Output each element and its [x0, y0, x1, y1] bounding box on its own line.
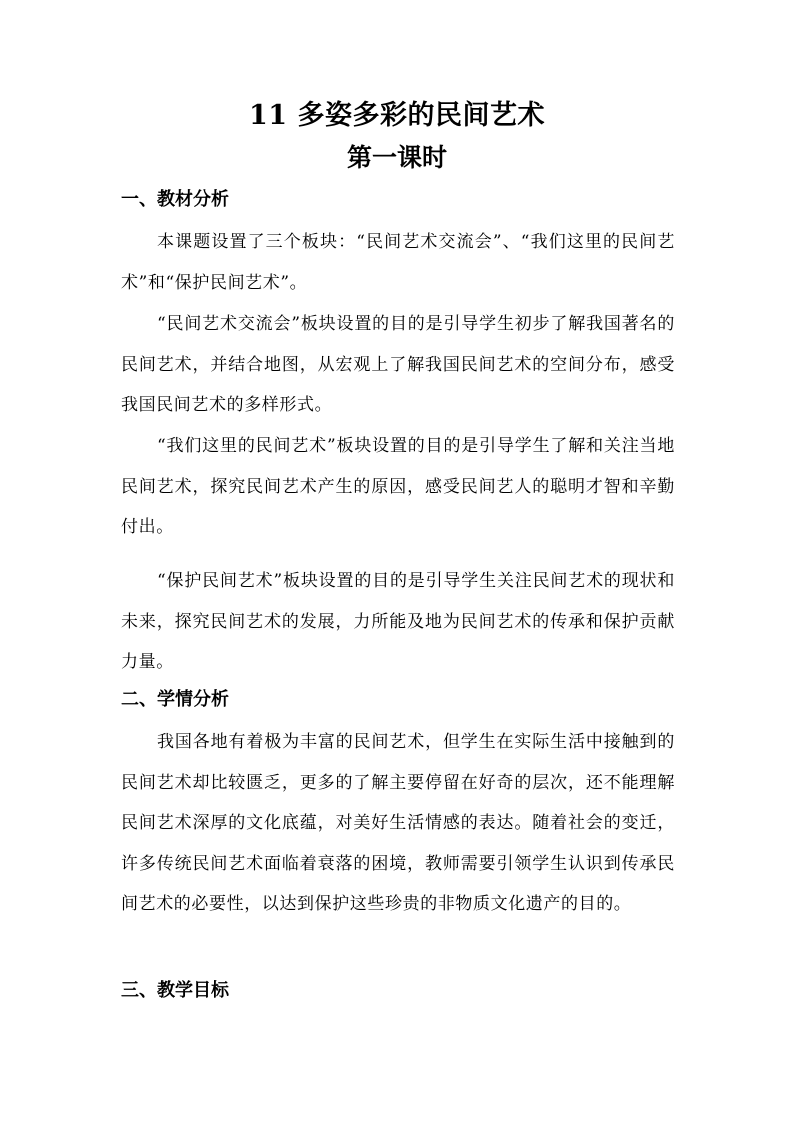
document-subtitle: 第一课时 — [346, 143, 447, 172]
section-heading-teaching-objectives: 三、教学目标 — [121, 980, 229, 1001]
paragraph: 我国各地有着极为丰富的民间艺术，但学生在实际生活中接触到的民间艺术却比较匮乏，更多的了解主要停留在好奇的层次，还不能理解民间艺术深厚的文化底蕴，对美好生活情感的表达。随着社会的变迁，许多传统民间艺术面临着衰落的困境，教师需要引领学生认识到传承民间艺术的必要性，以达到保护这些珍贵的非物质文化遗产的目的。 — [121, 732, 675, 914]
paragraph: 本课题设置了三个板块：“民间艺术交流会”、“我们这里的民间艺术”和“保护民间艺术”。 — [121, 232, 675, 293]
section-heading-learner-analysis: 二、学情分析 — [121, 689, 229, 710]
section-heading-textbook-analysis: 一、教材分析 — [121, 189, 229, 210]
paragraph: “我们这里的民间艺术”板块设置的目的是引导学生了解和关注当地民间艺术，探究民间艺术产生的原因，感受民间艺人的聪明才智和辛勤付出。 — [121, 436, 675, 537]
document-title: 11 多姿多彩的民间艺术 — [249, 100, 545, 131]
paragraph: “民间艺术交流会”板块设置的目的是引导学生初步了解我国著名的民间艺术，并结合地图，从宏观上了解我国民间艺术的空间分布，感受我国民间艺术的多样形式。 — [121, 314, 675, 415]
paragraph: “保护民间艺术”板块设置的目的是引导学生关注民间艺术的现状和未来，探究民间艺术的发展，力所能及地为民间艺术的传承和保护贡献力量。 — [121, 571, 675, 672]
